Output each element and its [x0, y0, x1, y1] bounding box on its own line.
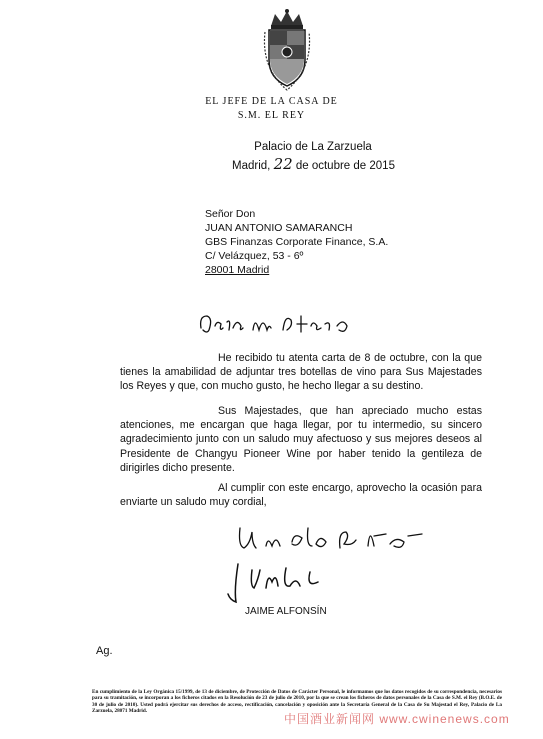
- date-suffix: de octubre de 2015: [295, 160, 395, 172]
- recipient-company: GBS Finanzas Corporate Finance, S.A.: [205, 236, 389, 248]
- recipient-title: Señor Don: [205, 208, 256, 220]
- privacy-footnote: En cumplimiento de la Ley Orgánica 15/1999, de 13 de diciembre, de Protección de Datos de Carácter Personal, le informamos que los datos recogidos de su correspondencia, necesarios para su tramitación, se incorporan a los ficheros citados en la Resolución de 23 de julio de 2010, por la que se crean los ficheros de datos personales de la Casa de S.M. el Rey (B.O.E. de 30 de julio de 2010). Usted podrá ejercitar sus derechos de acceso, rectificación, cancelación y oposición ante la Secretaría General de la Casa de Su Majestad el Rey, Palacio de La Zarzuela, 28071 Madrid.: [92, 689, 502, 714]
- date-prefix: Madrid,: [232, 160, 271, 172]
- paragraph-1: He recibido tu atenta carta de 8 de octubre, con la que tienes la amabilidad de adjuntar tres botellas de vino para Sus Majestades los Reyes y que, con mucho gusto, he hecho llegar a su destino.: [120, 352, 482, 393]
- date-line: [232, 155, 395, 173]
- signature-image: [224, 560, 344, 604]
- place-line: Palacio de La Zarzuela: [254, 141, 372, 153]
- paragraph-2: Sus Majestades, que han apreciado mucho estas atenciones, me encargan que haga llegar, por tu intermedio, su sincero agradecimiento junto con un saludo muy afectuoso y sus mejores deseos al Presidente de Changyu Pioneer Wine por haber tenido la gentileza de dirigirles dicho presente.: [120, 405, 482, 474]
- handwritten-salutation: [197, 308, 357, 340]
- handwritten-closing: [236, 522, 436, 556]
- royal-crest-icon: [259, 8, 315, 92]
- recipient-postal: 28001 Madrid: [205, 264, 270, 276]
- paragraph-3: Al cumplir con este encargo, aprovecho la ocasión para enviarte un saludo muy cordial,: [120, 482, 482, 509]
- letterhead-line-2: S.M. EL REY: [237, 110, 306, 121]
- watermark-text: 中国酒业新闻网 www.cwinenews.com: [284, 712, 510, 726]
- initials-reference: Ag.: [96, 645, 113, 657]
- recipient-name: JUAN ANTONIO SAMARANCH: [205, 222, 353, 234]
- date-day-handwritten: 22: [273, 155, 293, 173]
- signatory-name: JAIME ALFONSÍN: [245, 606, 327, 617]
- recipient-street: C/ Velázquez, 53 - 6º: [205, 250, 304, 262]
- letterhead-line-1: EL JEFE DE LA CASA DE: [205, 96, 338, 107]
